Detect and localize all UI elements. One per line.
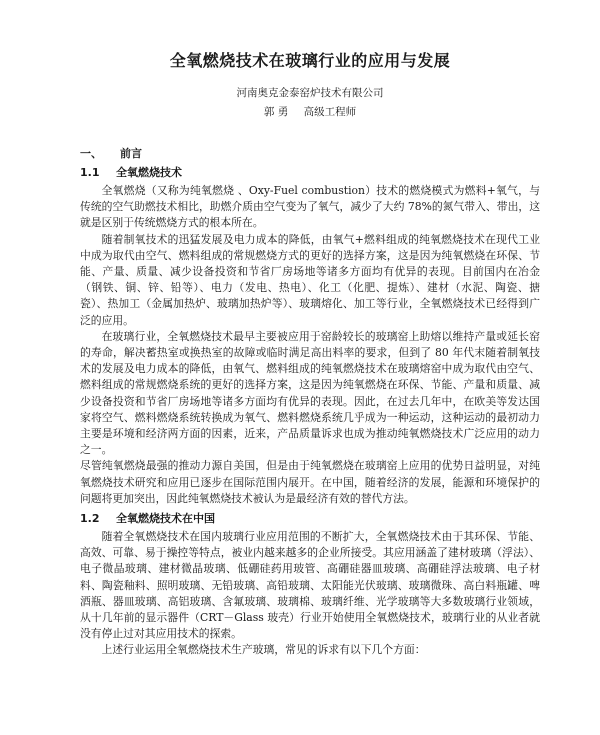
subsection-heading-1-2 xyxy=(80,510,540,526)
paragraph-5: 随着全氧燃烧技术在国内玻璃行业应用范围的不断扩大，全氧燃烧技术由于其环保、节能、高效、可靠、易于操控等特点，被业内越来越多的企业所接受。其应用涵盖了建材玻璃（浮法）、电子微晶玻璃、建材微晶玻璃、低硼硅药用玻管、高硼硅器皿玻璃、高硼硅浮法玻璃、电子材料、陶瓷釉料、照明玻璃、无铅玻璃、高铅玻璃、太阳能光伏玻璃、玻璃微珠、高白料瓶罐、啤酒瓶、器皿玻璃、高铝玻璃、含氟玻璃、玻璃棉、玻璃纤维、光学玻璃等大多数玻璃行业领域，从十几年前的显示器件（CRT－Glass 玻壳）行业开始使用全氧燃烧技术，玻璃行业的从业者就没有停止过对其应用技术的探索。 xyxy=(80,530,540,641)
paragraph-3: 在玻璃行业，全氧燃烧技术最早主要被应用于窑龄较长的玻璃窑上助熔以维持产量或延长窑的寿命，解决蓄热室或换热室的故障或临时满足高出料率的要求，但到了 80 年代末随着制氧技术的发展及电力成本的降低，由氧气、燃料组成的纯氧燃烧技术在玻璃熔窑中成为取代由空气、燃料组成的常规燃烧系统的更好的选择方案，这是因为纯氧燃烧在环保、节能、产量和质量、减少设备投资和节省厂房场地等诸多方面均有优异的表现。因此，在过去几年中，在欧美等发达国家将空气、燃料燃烧系统转换成为氧气、燃料燃烧系统几乎成为一种运动，这种运动的最初动力主要是环境和经济两方面的因素，近来，产品质量诉求也成为推动纯氧燃烧技术广泛应用的动力之一。 xyxy=(80,329,540,457)
paragraph-6: 上述行业运用全氧燃烧技术生产玻璃，常见的诉求有以下几个方面： xyxy=(101,643,426,657)
section-heading xyxy=(80,145,540,161)
author-affiliation: 河南奥克金泰窑炉技术有限公司 xyxy=(236,87,384,99)
author-line xyxy=(80,104,540,119)
subsection-label: 全氧燃烧技术在中国 xyxy=(116,512,215,526)
author-name: 郭 勇 xyxy=(263,106,289,118)
subsection-heading-1-1 xyxy=(80,164,540,180)
document-title: 全氧燃烧技术在玻璃行业的应用与发展 xyxy=(169,51,451,70)
section-label: 前言 xyxy=(120,147,142,160)
paragraph-1: 全氧燃烧（又称为纯氧燃烧 、Oxy-Fuel combustion）技术的燃烧模式为燃料+氧气，与传统的空气助燃技术相比，助燃介质由空气变为了氧气，减少了大约 78%的氮气带入、带出，这就是区别于传统燃烧方式的根本所在。 xyxy=(80,184,540,230)
paragraph-2: 随着制氧技术的迅猛发展及电力成本的降低，由氧气+燃料组成的纯氧燃烧技术在现代工业中成为取代由空气、燃料组成的常规燃烧方式的更好的选择方案，这是因为纯氧燃烧在环保、节能、产量、质量、减少设备投资和节省厂房场地等诸多方面均有优异的表现。目前国内在冶金（钢铁、铜、锌、铅等）、电力（发电、热电）、化工（化肥、提炼）、建材（水泥、陶瓷、搪瓷）、热加工（金属加热炉、玻璃加热炉等）、玻璃熔化、加工等行业，全氧燃烧技术已经得到广泛的应用。 xyxy=(80,232,540,327)
subsection-number: 1.1 xyxy=(80,166,100,179)
author-role: 高级工程师 xyxy=(303,106,357,118)
subsection-number: 1.2 xyxy=(80,512,100,526)
paragraph-4: 尽管纯氧燃烧最强的推动力源自美国，但是由于纯氧燃烧在玻璃窑上应用的优势日益明显，对纯氧燃烧技术研究和应用已逐步在国际范围内展开。在中国，随着经济的发展，能源和环境保护的问题将更加突出，因此纯氧燃烧技术被认为是最经济有效的替代方法。 xyxy=(80,459,540,505)
section-number: 一、 xyxy=(80,147,102,160)
subsection-label: 全氧燃烧技术 xyxy=(116,166,182,179)
